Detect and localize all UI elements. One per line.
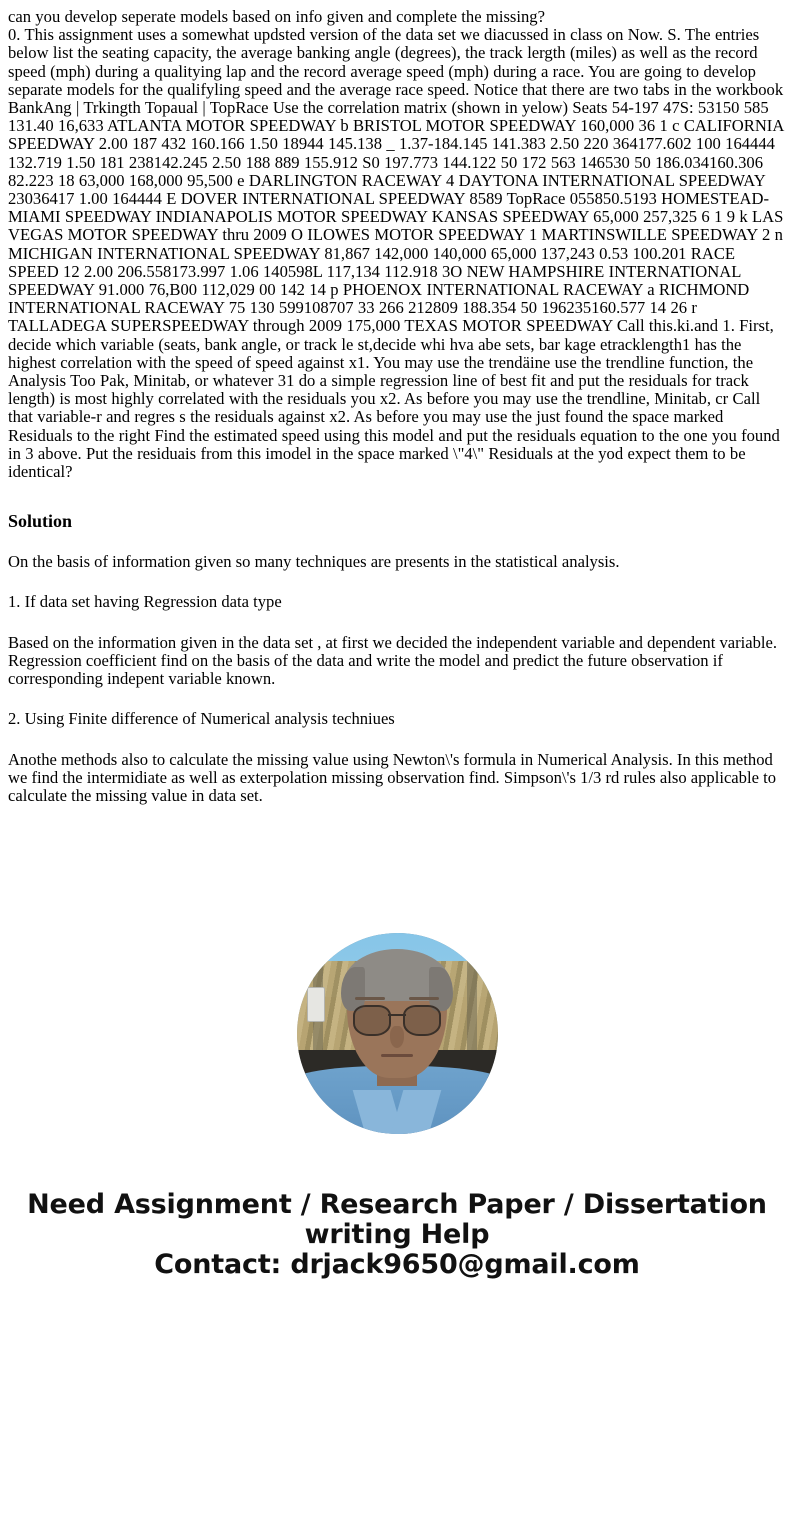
photo-wall-switch [307, 987, 325, 1021]
promo-contact: Contact: drjack9650@gmail.com [154, 1249, 640, 1281]
photo-eyebrow-left [355, 997, 385, 1000]
question-answer-block [0, 8, 794, 805]
solution-point-2-body: Anothe methods also to calculate the missing value using Newton\'s formula in Numerical Analysis. In this method we find the intermidiate as well as exterpolation missing observation find. Simpson\'s 1/3 rd rules also applicable to calculate the missing value in data set. [8, 749, 776, 805]
solution-intro: On the basis of information given so many techniques are presents in the statistical analysis. [8, 552, 620, 572]
photo-nose [390, 1026, 404, 1048]
photo-eyeglass-bridge [388, 1014, 406, 1017]
photo-eyeglass-left [353, 1005, 391, 1035]
photo-wall-panel-right [467, 961, 477, 1055]
solution-point-1-body: Based on the information given in the data set , at first we decided the independent variable and dependent variable. Regression coefficient find on the basis of the data and write the model and predict the future observation if corresponding indepent variable known. [8, 632, 778, 689]
solution-heading: Solution [8, 511, 73, 532]
avatar [297, 933, 498, 1134]
question-prompt: can you develop seperate models based on info given and complete the missing? [8, 7, 545, 26]
solution-point-2-title: 2. Using Finite difference of Numerical analysis techniues [8, 709, 395, 729]
photo-eyebrow-right [409, 997, 439, 1000]
promo-footer [0, 933, 794, 1280]
solution-point-1-title: 1. If data set having Regression data type [8, 592, 282, 612]
question-body-text: 0. This assignment uses a somewhat updsted version of the data set we diacussed in class on Now. S. The entries below list the seating capacity, the average banking angle (degrees), the track lergth (miles) as well as the record speed (mph) during a qualitying lap and the record average speed (mph) during a race. You are going to develop separate models for the qualifyling speed and the average race speed. Notice that there are two tabs in the workbook BankAng | Trkingth Topaual | TopRace Use the correlation matrix (shown in yelow) Seats 54-197 47S: 53150 585 131.40 16,633 ATLANTA MOTOR SPEEDWAY b BRISTOL MOTOR SPEEDWAY 160,000 36 1 c CALIFORNIA SPEEDWAY 2.00 187 432 160.166 1.50 18944 145.138 _ 1.37-184.145 141.383 2.50 220 364177.602 100 164444 132.719 1.50 181 238142.245 2.50 188 889 155.912 S0 197.773 144.122 50 172 563 146530 50 186.034160.306 82.223 18 63,000 168,000 95,500 e DARLINGTON RACEWAY 4 DAYTONA INTERNATIONAL SPEEDWAY 23036417 1.00 164444 E DOVER INTERNATIONAL SPEEDWAY 8589 TopRace 055850.5193 HOMESTEAD-MIAMI SPEEDWAY INDIANAPOLIS MOTOR SPEEDWAY KANSAS SPEEDWAY 65,000 257,325 6 1 9 k LAS VEGAS MOTOR SPEEDWAY thru 2009 O ILOWES MOTOR SPEEDWAY 1 MARTINSWILLE SPEEDWAY 2 n MICHIGAN INTERNATIONAL SPEEDWAY 81,867 142,000 140,000 65,000 137,243 0.53 100.201 RACE SPEED 12 2.00 206.558173.997 1.06 140598L 117,134 112.918 3O NEW HAMPSHIRE INTERNATIONAL SPEEDWAY 91.000 76,B00 112,029 00 142 14 p PHOENOX INTERNATIONAL RACEWAY a RICHMOND INTERNATIONAL RACEWAY 75 130 599108707 33 266 212809 188.354 50 196235160.577 14 26 r TALLADEGA SUPERSPEEDWAY through 2009 175,000 TEXAS MOTOR SPEEDWAY Call this.ki.and 1. First, decide which variable (seats, bank angle, or track le st,decide whi hva abe sets, bar kage etracklength1 has the highest correlation with the speed of speed against x1. You may use the trendäine use the trendline function, the Analysis Too Pak, Minitab, or whatever 31 do a simple regression line of best fit and put the residuals for track length) is most highly correlated with the residuals you x2. As before you may use the trendline, Minitab, cr Call that variable-r and regres s the residuals against x2. As before you may use the just found the space marked Residuals to the right Find the estimated speed using this model and put the residuals equation to the one you found in 3 above. Put the residuais from this imodel in the space marked \"4\" Residuals at the yod expect them to be identical? [8, 25, 784, 482]
photo-eyeglass-right [403, 1005, 441, 1035]
document-page [0, 8, 794, 1280]
promo-headline: Need Assignment / Research Paper / Dissertation writing Help [27, 1189, 767, 1251]
avatar-container [0, 933, 794, 1134]
photo-mouth [381, 1054, 413, 1057]
